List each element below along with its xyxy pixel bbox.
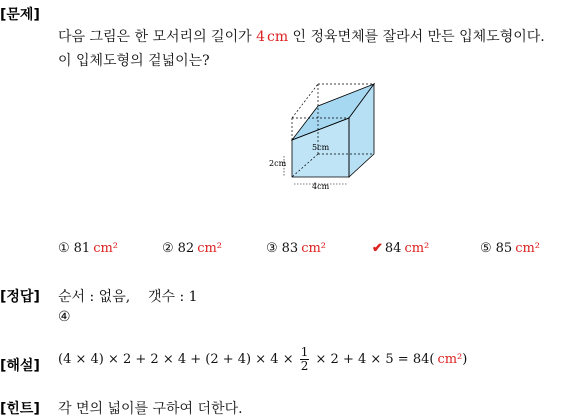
choice-3-unit: cm²	[301, 241, 327, 256]
checkmark-icon: ✔	[372, 241, 383, 256]
problem-line-2: 이 입체도형의 겉넓이는?	[58, 53, 210, 69]
choice-2-marker: ②	[162, 241, 174, 256]
choice-2-unit: cm²	[197, 241, 223, 256]
edge-length-unit: cm	[266, 29, 289, 45]
solid-figure	[262, 80, 402, 192]
solution-tag: [해설]	[0, 358, 40, 374]
solution-expression	[58, 346, 467, 374]
choice-3-value: 83	[281, 241, 299, 256]
choice-1[interactable]	[58, 241, 118, 256]
problem-text-pre: 다음 그림은 한 모서리의 길이가	[58, 29, 257, 45]
choice-1-marker: ①	[58, 241, 70, 256]
solution-unit: cm²	[437, 352, 463, 367]
hint-tag: [힌트]	[0, 401, 40, 417]
label-2cm: 2cm	[269, 159, 287, 168]
choice-4[interactable]	[372, 241, 429, 256]
choice-5-marker: ⑤	[480, 241, 492, 256]
problem-tag: [문제]	[0, 7, 40, 23]
solution-part-3: )	[462, 352, 468, 367]
solution-part-1: (4 × 4) × 2 + 2 × 4 + (2 + 4) × 4 ×	[58, 352, 294, 367]
fraction-half	[300, 346, 310, 373]
choice-2[interactable]	[162, 241, 222, 256]
solution-part-2: × 2 + 4 × 5 = 84(	[315, 352, 435, 367]
answer-line-1: 순서 : 없음, 갯수 : 1	[58, 289, 198, 305]
choice-3-marker: ③	[266, 241, 278, 256]
edge-length-value: 4	[256, 29, 265, 45]
choice-2-value: 82	[177, 241, 195, 256]
choice-4-unit: cm²	[404, 241, 430, 256]
fraction-numerator: 1	[300, 345, 309, 359]
choice-1-unit: cm²	[93, 241, 119, 256]
choice-1-value: 81	[73, 241, 91, 256]
problem-line-1	[58, 26, 545, 46]
choice-5-unit: cm²	[515, 241, 541, 256]
answer-tag: [정답]	[0, 289, 40, 305]
choice-5[interactable]	[480, 241, 540, 256]
hint-text: 각 면의 넓이를 구하여 더한다.	[58, 401, 243, 417]
label-5cm: 5cm	[312, 143, 330, 152]
answer-line-2: ④	[58, 309, 71, 325]
choice-3[interactable]	[266, 241, 326, 256]
label-4cm: 4cm	[312, 182, 330, 191]
choice-5-value: 85	[495, 241, 513, 256]
fraction-denominator: 2	[300, 359, 309, 373]
choice-4-value: 84	[384, 241, 402, 256]
problem-text-post: 인 정육면체를 잘라서 만든 입체도형이다.	[288, 29, 545, 45]
